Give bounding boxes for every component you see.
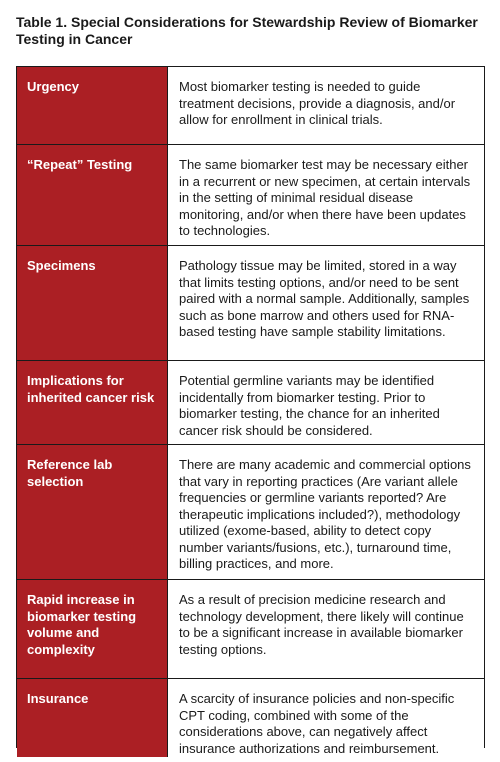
row-label-reference-lab: Reference lab selection <box>17 445 168 580</box>
row-label-insurance: Insurance <box>17 679 168 757</box>
row-text-insurance: A scarcity of insurance policies and non-specific CPT coding, combined with some of the considerations above, can negatively affect insurance authorizations and reimbursement. <box>168 679 484 757</box>
row-label-repeat-testing: “Repeat” Testing <box>17 145 168 246</box>
row-text-rapid-increase: As a result of precision medicine research and technology development, there likely will continue to be a significant increase in available biomarker testing options. <box>168 580 484 679</box>
considerations-table <box>16 66 485 756</box>
row-text-inherited-risk: Potential germline variants may be identified incidentally from biomarker testing. Prior to biomarker testing, the chance for an inherited cancer risk should be considered. <box>168 361 484 445</box>
row-text-reference-lab: There are many academic and commercial options that vary in reporting practices (Are variant allele frequencies or germline variants reported? Are therapeutic implications included?), methodology utilized (exome-based, ability to detect copy number variants/fusions, etc.), turnaround time, billing practices, and more. <box>168 445 484 580</box>
row-text-repeat-testing: The same biomarker test may be necessary either in a recurrent or new specimen, at certain intervals in the setting of minimal residual disease monitoring, and/or when there have been updates to technologies. <box>168 145 484 246</box>
row-label-specimens: Specimens <box>17 246 168 361</box>
row-label-rapid-increase: Rapid increase in biomarker testing volume and complexity <box>17 580 168 679</box>
row-text-urgency: Most biomarker testing is needed to guide treatment decisions, provide a diagnosis, and/or allow for enrollment in clinical trials. <box>168 67 484 145</box>
row-text-specimens: Pathology tissue may be limited, stored in a way that limits testing options, and/or need to be sent paired with a normal sample. Additionally, samples such as bone marrow and others used for RNA-based testing have sample stability limitations. <box>168 246 484 361</box>
table-title: Table 1. Special Considerations for Stewardship Review of Biomarker Testing in Cancer <box>16 14 478 47</box>
row-label-urgency: Urgency <box>17 67 168 145</box>
row-label-inherited-risk: Implications for inherited cancer risk <box>17 361 168 445</box>
